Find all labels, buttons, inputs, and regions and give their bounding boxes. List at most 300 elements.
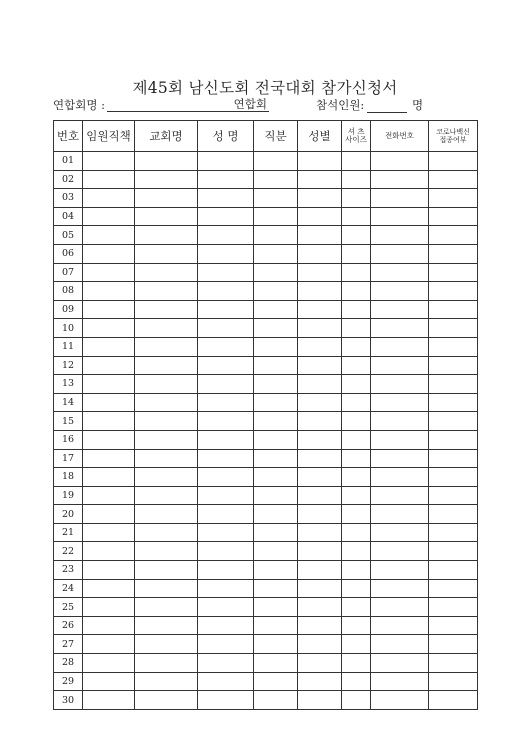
table-row (54, 189, 478, 208)
table-row (54, 319, 478, 338)
position-cell[interactable] (83, 152, 135, 171)
federation-field[interactable]: 연합회 (107, 97, 269, 112)
row-number: 20 (54, 505, 83, 524)
phone-cell[interactable] (371, 654, 429, 673)
vaccine-cell[interactable] (429, 561, 478, 580)
page-title: 제45회 남신도회 전국대회 참가신청서 (132, 79, 398, 97)
name-cell[interactable] (198, 412, 254, 431)
title-cell[interactable] (254, 226, 298, 245)
vaccine-cell[interactable] (429, 393, 478, 412)
position-cell[interactable] (83, 189, 135, 208)
church-cell[interactable] (135, 654, 198, 673)
shirt-size-cell[interactable] (342, 189, 371, 208)
position-cell[interactable] (83, 616, 135, 635)
shirt-size-cell[interactable] (342, 226, 371, 245)
gender-cell[interactable] (298, 616, 342, 635)
vaccine-cell[interactable] (429, 523, 478, 542)
title-cell[interactable] (254, 616, 298, 635)
table-row (54, 226, 478, 245)
gender-cell[interactable] (298, 356, 342, 375)
shirt-size-cell[interactable] (342, 672, 371, 691)
title-cell[interactable] (254, 672, 298, 691)
name-cell[interactable] (198, 337, 254, 356)
vaccine-cell[interactable] (429, 244, 478, 263)
name-cell[interactable] (198, 244, 254, 263)
title-cell[interactable] (254, 523, 298, 542)
title-cell[interactable] (254, 561, 298, 580)
shirt-size-cell[interactable] (342, 468, 371, 487)
gender-cell[interactable] (298, 468, 342, 487)
name-cell[interactable] (198, 282, 254, 301)
church-cell[interactable] (135, 691, 198, 710)
position-cell[interactable] (83, 300, 135, 319)
church-cell[interactable] (135, 207, 198, 226)
church-cell[interactable] (135, 244, 198, 263)
position-cell[interactable] (83, 244, 135, 263)
gender-cell[interactable] (298, 319, 342, 338)
phone-cell[interactable] (371, 598, 429, 617)
position-cell[interactable] (83, 337, 135, 356)
phone-cell[interactable] (371, 672, 429, 691)
row-number: 22 (54, 542, 83, 561)
vaccine-cell[interactable] (429, 152, 478, 171)
name-cell[interactable] (198, 468, 254, 487)
gender-cell[interactable] (298, 598, 342, 617)
position-cell[interactable] (83, 542, 135, 561)
vaccine-cell[interactable] (429, 691, 478, 710)
gender-cell[interactable] (298, 244, 342, 263)
phone-cell[interactable] (371, 319, 429, 338)
row-number: 18 (54, 468, 83, 487)
gender-cell[interactable] (298, 505, 342, 524)
vaccine-cell[interactable] (429, 356, 478, 375)
title-cell[interactable] (254, 207, 298, 226)
vaccine-cell[interactable] (429, 672, 478, 691)
vaccine-cell[interactable] (429, 189, 478, 208)
row-number: 07 (54, 263, 83, 282)
name-cell[interactable] (198, 505, 254, 524)
position-cell[interactable] (83, 635, 135, 654)
phone-cell[interactable] (371, 561, 429, 580)
shirt-size-cell[interactable] (342, 412, 371, 431)
position-cell[interactable] (83, 170, 135, 189)
shirt-size-cell[interactable] (342, 449, 371, 468)
vaccine-cell[interactable] (429, 542, 478, 561)
phone-cell[interactable] (371, 244, 429, 263)
gender-cell[interactable] (298, 672, 342, 691)
shirt-size-cell[interactable] (342, 282, 371, 301)
church-cell[interactable] (135, 561, 198, 580)
row-number: 23 (54, 561, 83, 580)
shirt-size-cell[interactable] (342, 375, 371, 394)
church-cell[interactable] (135, 468, 198, 487)
table-row (54, 542, 478, 561)
vaccine-cell[interactable] (429, 430, 478, 449)
church-cell[interactable] (135, 486, 198, 505)
name-cell[interactable] (198, 430, 254, 449)
position-cell[interactable] (83, 449, 135, 468)
table-row (54, 598, 478, 617)
title-cell[interactable] (254, 356, 298, 375)
phone-cell[interactable] (371, 337, 429, 356)
table-row (54, 244, 478, 263)
table-row (54, 691, 478, 710)
gender-cell[interactable] (298, 375, 342, 394)
title-cell[interactable] (254, 486, 298, 505)
vaccine-cell[interactable] (429, 375, 478, 394)
table-row (54, 561, 478, 580)
row-number: 19 (54, 486, 83, 505)
vaccine-cell[interactable] (429, 505, 478, 524)
row-number: 15 (54, 412, 83, 431)
church-cell[interactable] (135, 300, 198, 319)
table-row (54, 170, 478, 189)
gender-cell[interactable] (298, 207, 342, 226)
table-row (54, 654, 478, 673)
title-cell[interactable] (254, 412, 298, 431)
church-cell[interactable] (135, 226, 198, 245)
name-cell[interactable] (198, 523, 254, 542)
church-cell[interactable] (135, 412, 198, 431)
gender-cell[interactable] (298, 300, 342, 319)
row-number: 29 (54, 672, 83, 691)
table-row (54, 468, 478, 487)
gender-cell[interactable] (298, 579, 342, 598)
phone-cell[interactable] (371, 226, 429, 245)
church-cell[interactable] (135, 319, 198, 338)
church-cell[interactable] (135, 430, 198, 449)
name-cell[interactable] (198, 635, 254, 654)
vaccine-cell[interactable] (429, 616, 478, 635)
church-cell[interactable] (135, 375, 198, 394)
title-cell[interactable] (254, 579, 298, 598)
gender-cell[interactable] (298, 226, 342, 245)
shirt-size-cell[interactable] (342, 244, 371, 263)
title-cell[interactable] (254, 468, 298, 487)
church-cell[interactable] (135, 356, 198, 375)
row-number: 17 (54, 449, 83, 468)
title-cell[interactable] (254, 282, 298, 301)
table-row (54, 430, 478, 449)
title-cell[interactable] (254, 635, 298, 654)
phone-cell[interactable] (371, 393, 429, 412)
position-cell[interactable] (83, 672, 135, 691)
name-cell[interactable] (198, 393, 254, 412)
vaccine-cell[interactable] (429, 207, 478, 226)
phone-cell[interactable] (371, 468, 429, 487)
phone-cell[interactable] (371, 189, 429, 208)
gender-cell[interactable] (298, 412, 342, 431)
position-cell[interactable] (83, 412, 135, 431)
gender-cell[interactable] (298, 449, 342, 468)
vaccine-cell[interactable] (429, 579, 478, 598)
title-cell[interactable] (254, 152, 298, 171)
table-row (54, 282, 478, 301)
title-cell[interactable] (254, 263, 298, 282)
title-cell[interactable] (254, 542, 298, 561)
shirt-size-cell[interactable] (342, 356, 371, 375)
table-row (54, 263, 478, 282)
row-number: 06 (54, 244, 83, 263)
title-cell[interactable] (254, 170, 298, 189)
name-cell[interactable] (198, 152, 254, 171)
church-cell[interactable] (135, 672, 198, 691)
church-cell[interactable] (135, 579, 198, 598)
shirt-size-cell[interactable] (342, 263, 371, 282)
table-row (54, 579, 478, 598)
phone-cell[interactable] (371, 505, 429, 524)
shirt-size-cell[interactable] (342, 430, 371, 449)
header-phone: 전화번호 (371, 121, 429, 152)
vaccine-cell[interactable] (429, 263, 478, 282)
row-number: 10 (54, 319, 83, 338)
name-cell[interactable] (198, 579, 254, 598)
gender-cell[interactable] (298, 263, 342, 282)
table-row (54, 152, 478, 171)
shirt-size-cell[interactable] (342, 337, 371, 356)
position-cell[interactable] (83, 486, 135, 505)
name-cell[interactable] (198, 561, 254, 580)
gender-cell[interactable] (298, 691, 342, 710)
header-row (54, 121, 478, 152)
shirt-size-cell[interactable] (342, 523, 371, 542)
shirt-size-cell[interactable] (342, 598, 371, 617)
name-cell[interactable] (198, 654, 254, 673)
table-row (54, 505, 478, 524)
phone-cell[interactable] (371, 375, 429, 394)
phone-cell[interactable] (371, 635, 429, 654)
shirt-size-cell[interactable] (342, 579, 371, 598)
vaccine-cell[interactable] (429, 300, 478, 319)
registration-table (53, 120, 478, 710)
name-cell[interactable] (198, 189, 254, 208)
church-cell[interactable] (135, 616, 198, 635)
church-cell[interactable] (135, 393, 198, 412)
church-cell[interactable] (135, 505, 198, 524)
vaccine-cell[interactable] (429, 282, 478, 301)
church-cell[interactable] (135, 263, 198, 282)
phone-cell[interactable] (371, 263, 429, 282)
table-row (54, 523, 478, 542)
header-church: 교회명 (135, 121, 198, 152)
row-number: 28 (54, 654, 83, 673)
vaccine-cell[interactable] (429, 337, 478, 356)
shirt-size-cell[interactable] (342, 505, 371, 524)
table-row (54, 672, 478, 691)
phone-cell[interactable] (371, 579, 429, 598)
phone-cell[interactable] (371, 523, 429, 542)
gender-cell[interactable] (298, 654, 342, 673)
table-row (54, 616, 478, 635)
position-cell[interactable] (83, 523, 135, 542)
gender-cell[interactable] (298, 635, 342, 654)
header-position: 임원직책 (83, 121, 135, 152)
church-cell[interactable] (135, 635, 198, 654)
phone-cell[interactable] (371, 300, 429, 319)
name-cell[interactable] (198, 375, 254, 394)
title-cell[interactable] (254, 375, 298, 394)
title-cell[interactable] (254, 244, 298, 263)
vaccine-cell[interactable] (429, 486, 478, 505)
header-gender: 성별 (298, 121, 342, 152)
phone-cell[interactable] (371, 207, 429, 226)
position-cell[interactable] (83, 430, 135, 449)
phone-cell[interactable] (371, 412, 429, 431)
church-cell[interactable] (135, 152, 198, 171)
church-cell[interactable] (135, 449, 198, 468)
phone-cell[interactable] (371, 430, 429, 449)
title-cell[interactable] (254, 654, 298, 673)
phone-cell[interactable] (371, 542, 429, 561)
name-cell[interactable] (198, 486, 254, 505)
gender-cell[interactable] (298, 152, 342, 171)
row-number: 09 (54, 300, 83, 319)
header-vaccine-line1: 코로나백신 (436, 128, 470, 136)
shirt-size-cell[interactable] (342, 300, 371, 319)
phone-cell[interactable] (371, 170, 429, 189)
vaccine-cell[interactable] (429, 598, 478, 617)
gender-cell[interactable] (298, 282, 342, 301)
vaccine-cell[interactable] (429, 468, 478, 487)
row-number: 30 (54, 691, 83, 710)
vaccine-cell[interactable] (429, 412, 478, 431)
shirt-size-cell[interactable] (342, 616, 371, 635)
header-vaccine-line2: 접종여부 (439, 136, 467, 144)
position-cell[interactable] (83, 226, 135, 245)
shirt-size-cell[interactable] (342, 654, 371, 673)
title-cell[interactable] (254, 337, 298, 356)
name-cell[interactable] (198, 449, 254, 468)
shirt-size-cell[interactable] (342, 635, 371, 654)
name-cell[interactable] (198, 356, 254, 375)
position-cell[interactable] (83, 654, 135, 673)
shirt-size-cell[interactable] (342, 393, 371, 412)
name-cell[interactable] (198, 616, 254, 635)
church-cell[interactable] (135, 337, 198, 356)
phone-cell[interactable] (371, 449, 429, 468)
gender-cell[interactable] (298, 430, 342, 449)
phone-cell[interactable] (371, 356, 429, 375)
position-cell[interactable] (83, 579, 135, 598)
church-cell[interactable] (135, 189, 198, 208)
name-cell[interactable] (198, 598, 254, 617)
church-cell[interactable] (135, 523, 198, 542)
name-cell[interactable] (198, 672, 254, 691)
church-cell[interactable] (135, 170, 198, 189)
row-number: 12 (54, 356, 83, 375)
shirt-size-cell[interactable] (342, 542, 371, 561)
name-cell[interactable] (198, 319, 254, 338)
title-cell[interactable] (254, 691, 298, 710)
position-cell[interactable] (83, 207, 135, 226)
phone-cell[interactable] (371, 616, 429, 635)
position-cell[interactable] (83, 356, 135, 375)
title-cell[interactable] (254, 598, 298, 617)
position-cell[interactable] (83, 598, 135, 617)
shirt-size-cell[interactable] (342, 207, 371, 226)
title-cell[interactable] (254, 393, 298, 412)
vaccine-cell[interactable] (429, 449, 478, 468)
position-cell[interactable] (83, 691, 135, 710)
position-cell[interactable] (83, 375, 135, 394)
row-number: 02 (54, 170, 83, 189)
header-shirt-size-line1: 셔 츠 (347, 127, 365, 136)
shirt-size-cell[interactable] (342, 691, 371, 710)
phone-cell[interactable] (371, 282, 429, 301)
title-cell[interactable] (254, 505, 298, 524)
position-cell[interactable] (83, 561, 135, 580)
table-body (54, 152, 478, 710)
phone-cell[interactable] (371, 486, 429, 505)
vaccine-cell[interactable] (429, 635, 478, 654)
gender-cell[interactable] (298, 170, 342, 189)
name-cell[interactable] (198, 226, 254, 245)
church-cell[interactable] (135, 542, 198, 561)
name-cell[interactable] (198, 170, 254, 189)
position-cell[interactable] (83, 468, 135, 487)
title-cell[interactable] (254, 449, 298, 468)
title-cell[interactable] (254, 430, 298, 449)
gender-cell[interactable] (298, 189, 342, 208)
row-number: 26 (54, 616, 83, 635)
phone-cell[interactable] (371, 152, 429, 171)
row-number: 25 (54, 598, 83, 617)
gender-cell[interactable] (298, 393, 342, 412)
shirt-size-cell[interactable] (342, 486, 371, 505)
church-cell[interactable] (135, 282, 198, 301)
vaccine-cell[interactable] (429, 170, 478, 189)
position-cell[interactable] (83, 282, 135, 301)
header-name: 성 명 (198, 121, 254, 152)
name-cell[interactable] (198, 691, 254, 710)
name-cell[interactable] (198, 542, 254, 561)
vaccine-cell[interactable] (429, 226, 478, 245)
name-cell[interactable] (198, 263, 254, 282)
row-number: 05 (54, 226, 83, 245)
position-cell[interactable] (83, 393, 135, 412)
shirt-size-cell[interactable] (342, 319, 371, 338)
name-cell[interactable] (198, 300, 254, 319)
table-row (54, 486, 478, 505)
shirt-size-cell[interactable] (342, 561, 371, 580)
gender-cell[interactable] (298, 486, 342, 505)
vaccine-cell[interactable] (429, 654, 478, 673)
gender-cell[interactable] (298, 542, 342, 561)
shirt-size-cell[interactable] (342, 170, 371, 189)
position-cell[interactable] (83, 505, 135, 524)
vaccine-cell[interactable] (429, 319, 478, 338)
title-cell[interactable] (254, 300, 298, 319)
meta-line (53, 97, 477, 115)
gender-cell[interactable] (298, 523, 342, 542)
row-number: 13 (54, 375, 83, 394)
title-cell[interactable] (254, 319, 298, 338)
attendees-unit: 명 (412, 98, 424, 112)
phone-cell[interactable] (371, 691, 429, 710)
position-cell[interactable] (83, 319, 135, 338)
title-cell[interactable] (254, 189, 298, 208)
attendees-field[interactable] (367, 97, 407, 113)
gender-cell[interactable] (298, 337, 342, 356)
row-number: 24 (54, 579, 83, 598)
row-number: 08 (54, 282, 83, 301)
position-cell[interactable] (83, 263, 135, 282)
name-cell[interactable] (198, 207, 254, 226)
church-cell[interactable] (135, 598, 198, 617)
row-number: 14 (54, 393, 83, 412)
gender-cell[interactable] (298, 561, 342, 580)
shirt-size-cell[interactable] (342, 152, 371, 171)
